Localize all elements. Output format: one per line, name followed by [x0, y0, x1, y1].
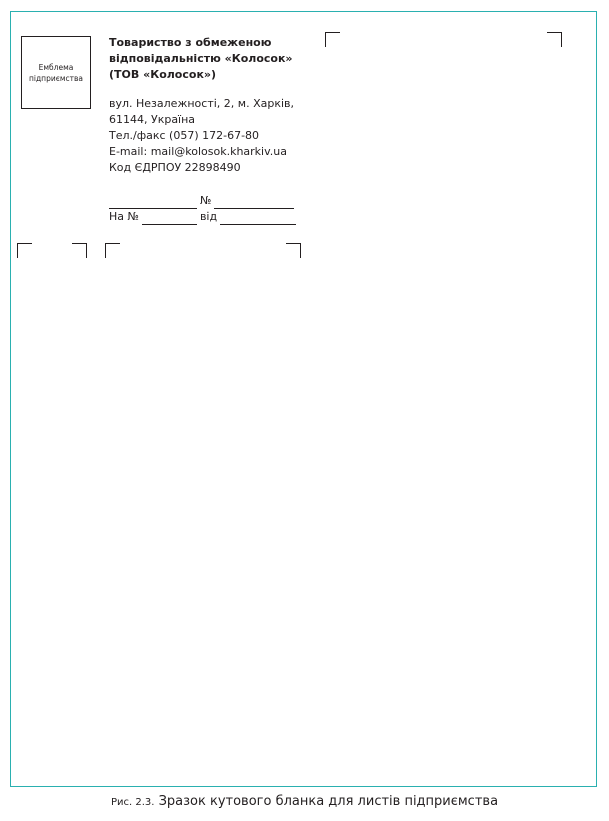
- company-name-line3: (ТОВ «Колосок»): [109, 68, 217, 81]
- addressee-corner-mark-left: [325, 32, 340, 47]
- emblem-label-line1: Емблема: [38, 62, 74, 72]
- email: E-mail: mail@kolosok.kharkiv.ua: [109, 145, 287, 158]
- company-name: [109, 35, 309, 83]
- title-corner-mark-left: [17, 243, 32, 258]
- emblem-label-line2: підприємства: [29, 73, 83, 83]
- company-details: [109, 96, 294, 176]
- edrpou-code: Код ЄДРПОУ 22898490: [109, 161, 241, 174]
- reply-number-label: На №: [109, 210, 139, 223]
- company-name-line1: Товариство з обмеженою: [109, 36, 272, 49]
- emblem-placeholder: [21, 36, 91, 109]
- page-frame: [10, 11, 597, 787]
- outgoing-registration-row: [109, 193, 294, 209]
- number-sign: №: [200, 194, 212, 207]
- addressee-corner-mark-right: [547, 32, 562, 47]
- title-corner-mark-right: [72, 243, 87, 258]
- figure-number: Рис. 2.3.: [110, 797, 155, 808]
- phone-fax: Тел./факс (057) 172-67-80: [109, 129, 260, 142]
- date-label: від: [199, 210, 218, 223]
- figure-title: Зразок кутового бланка для листів підприємства: [158, 794, 499, 809]
- postal-address: 61144, Україна: [109, 113, 196, 126]
- subject-corner-mark-left: [105, 243, 120, 258]
- subject-corner-mark-right: [286, 243, 301, 258]
- reply-reference-row: [109, 209, 296, 225]
- reply-number-blank-line[interactable]: [142, 212, 197, 225]
- number-blank-line[interactable]: [214, 196, 294, 209]
- reply-date-blank-line[interactable]: [220, 212, 296, 225]
- street-address: вул. Незалежності, 2, м. Харків,: [109, 97, 295, 110]
- company-name-line2: відповідальністю «Колосок»: [109, 52, 293, 65]
- date-blank-line[interactable]: [109, 196, 197, 209]
- figure-caption: [0, 794, 609, 809]
